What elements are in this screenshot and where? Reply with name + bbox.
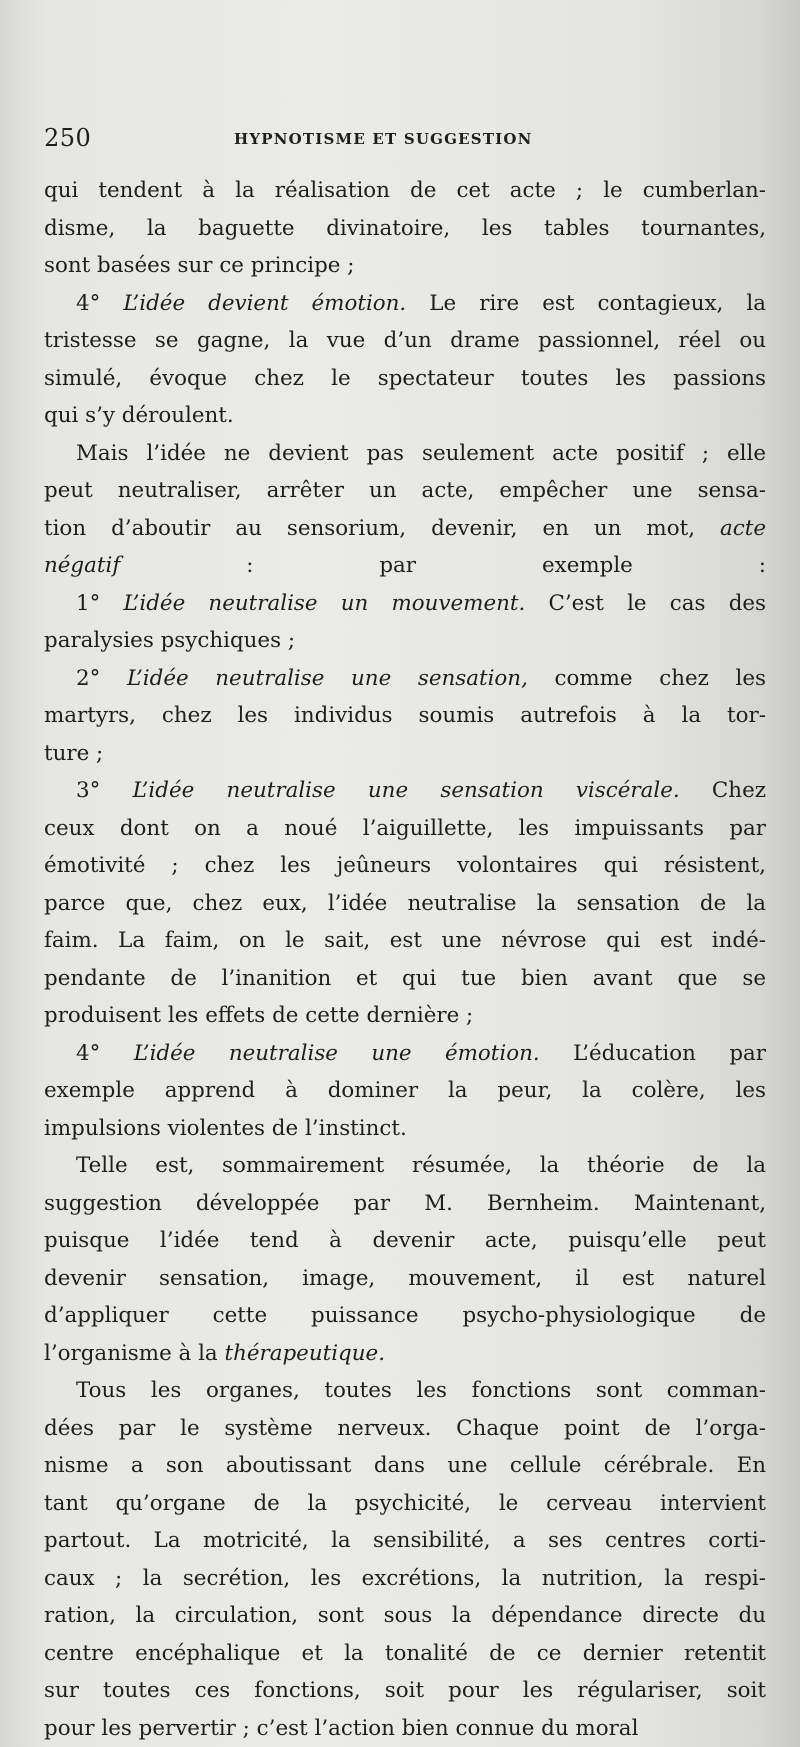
text-line <box>44 1560 766 1598</box>
text-line <box>44 247 766 285</box>
text-line <box>44 960 766 998</box>
line-text: d’appliquer cette puissance psycho-physiologique de <box>44 1303 766 1328</box>
line-text: Tous les organes, toutes les fonctions sont comman- <box>76 1378 766 1403</box>
text-line <box>44 1672 766 1710</box>
line-text: 4° <box>76 1041 134 1066</box>
line-text: 2° <box>76 666 127 691</box>
line-text: ration, la circulation, sont sous la dépendance directe du <box>44 1603 766 1628</box>
line-text: devenir sensation, image, mouvement, il est naturel <box>44 1266 766 1291</box>
line-text: parce que, chez eux, l’idée neutralise la sensation de la <box>44 891 766 916</box>
line-text: ceux dont on a noué l’aiguillette, les impuissants par <box>44 816 766 841</box>
line-text: Chez <box>680 778 766 803</box>
text-line <box>44 1485 766 1523</box>
line-text: puisque l’idée tend à devenir acte, puisqu’elle peut <box>44 1228 766 1253</box>
line-text: impulsions violentes de l’instinct. <box>44 1116 407 1141</box>
text-line <box>44 1710 766 1747</box>
text-line <box>44 1635 766 1673</box>
text-line <box>44 735 766 773</box>
text-line <box>44 1110 766 1148</box>
text-line <box>44 210 766 248</box>
line-text: partout. La motricité, la sensibilité, a ses centres corti- <box>44 1528 766 1553</box>
line-text: exemple apprend à dominer la peur, la colère, les <box>44 1078 766 1103</box>
line-text: qui tendent à la réalisation de cet acte ; le cumberlan- <box>44 178 766 203</box>
italic-text: L’idée neutralise un mouvement. <box>124 591 526 616</box>
text-line <box>44 1260 766 1298</box>
text-line <box>44 1335 766 1373</box>
text-line <box>44 547 766 585</box>
line-text: Telle est, sommairement résumée, la théorie de la <box>76 1153 766 1178</box>
italic-text: négatif <box>44 553 120 578</box>
line-text: l’organisme à la <box>44 1341 224 1366</box>
line-text: sur toutes ces fonctions, soit pour les régulariser, soit <box>44 1678 766 1703</box>
text-line <box>44 847 766 885</box>
line-text: centre encéphalique et la tonalité de ce dernier retentit <box>44 1641 766 1666</box>
line-text: suggestion développée par M. Bernheim. Maintenant, <box>44 1191 766 1216</box>
text-line <box>44 1185 766 1223</box>
line-text: tant qu’organe de la psychicité, le cerveau intervient <box>44 1491 766 1516</box>
line-text: pendante de l’inanition et qui tue bien avant que se <box>44 966 766 991</box>
text-line <box>44 1222 766 1260</box>
line-text: faim. La faim, on le sait, est une névrose qui est indé- <box>44 928 766 953</box>
text-line <box>44 1522 766 1560</box>
text-line <box>44 1447 766 1485</box>
text-line <box>44 360 766 398</box>
text-line <box>44 1410 766 1448</box>
text-line <box>44 1072 766 1110</box>
line-text: qui s’y déroulent. <box>44 403 234 428</box>
italic-text: L’idée devient émotion. <box>123 291 406 316</box>
body-text <box>44 172 766 1747</box>
line-text: tristesse se gagne, la vue d’un drame passionnel, réel ou <box>44 328 766 353</box>
text-line <box>44 772 766 810</box>
line-text: disme, la baguette divinatoire, les tables tournantes, <box>44 216 766 241</box>
text-line <box>44 172 766 210</box>
line-text: peut neutraliser, arrêter un acte, empêcher une sensa- <box>44 478 766 503</box>
text-line <box>44 697 766 735</box>
text-line <box>44 1035 766 1073</box>
page-number: 250 <box>44 124 91 152</box>
italic-text: L’idée neutralise une émotion. <box>134 1041 540 1066</box>
text-line <box>44 510 766 548</box>
text-line <box>44 1372 766 1410</box>
text-line <box>44 1147 766 1185</box>
line-text: paralysies psychiques ; <box>44 628 295 653</box>
italic-text: acte <box>720 516 766 541</box>
text-line <box>44 810 766 848</box>
text-line <box>44 622 766 660</box>
text-line <box>44 660 766 698</box>
text-line <box>44 885 766 923</box>
text-line <box>44 1597 766 1635</box>
italic-text: thérapeutique. <box>224 1341 385 1366</box>
text-line <box>44 435 766 473</box>
line-text: C’est le cas des <box>525 591 766 616</box>
running-head: HYPNOTISME ET SUGGESTION <box>234 130 533 148</box>
line-text: dées par le système nerveux. Chaque point de l’orga- <box>44 1416 766 1441</box>
line-text: sont basées sur ce principe ; <box>44 253 354 278</box>
text-line <box>44 397 766 435</box>
text-line <box>44 922 766 960</box>
italic-text: L’idée neutralise une sensation, <box>127 666 528 691</box>
line-text: 1° <box>76 591 124 616</box>
line-text: caux ; la secrétion, les excrétions, la nutrition, la respi- <box>44 1566 766 1591</box>
line-text: Le rire est contagieux, la <box>406 291 766 316</box>
text-line <box>44 322 766 360</box>
line-text: pour les pervertir ; c’est l’action bien connue du moral <box>44 1716 638 1741</box>
line-text: ture ; <box>44 741 103 766</box>
line-text: martyrs, chez les individus soumis autrefois à la tor- <box>44 703 766 728</box>
line-text: Mais l’idée ne devient pas seulement acte positif ; elle <box>76 441 766 466</box>
line-text: produisent les effets de cette dernière ; <box>44 1003 473 1028</box>
text-line <box>44 1297 766 1335</box>
text-line <box>44 585 766 623</box>
line-text: 4° <box>76 291 123 316</box>
line-text: nisme a son aboutissant dans une cellule cérébrale. En <box>44 1453 766 1478</box>
page-header <box>44 124 764 158</box>
line-text: L’éducation par <box>540 1041 766 1066</box>
line-text: : par exemple : <box>120 553 766 578</box>
line-text: émotivité ; chez les jeûneurs volontaires qui résistent, <box>44 853 766 878</box>
text-line <box>44 472 766 510</box>
text-line <box>44 997 766 1035</box>
line-text: comme chez les <box>528 666 766 691</box>
line-text: 3° <box>76 778 133 803</box>
text-line <box>44 285 766 323</box>
italic-text: L’idée neutralise une sensation viscérale. <box>133 778 680 803</box>
line-text: simulé, évoque chez le spectateur toutes les passions <box>44 366 766 391</box>
line-text: tion d’aboutir au sensorium, devenir, en un mot, <box>44 516 720 541</box>
